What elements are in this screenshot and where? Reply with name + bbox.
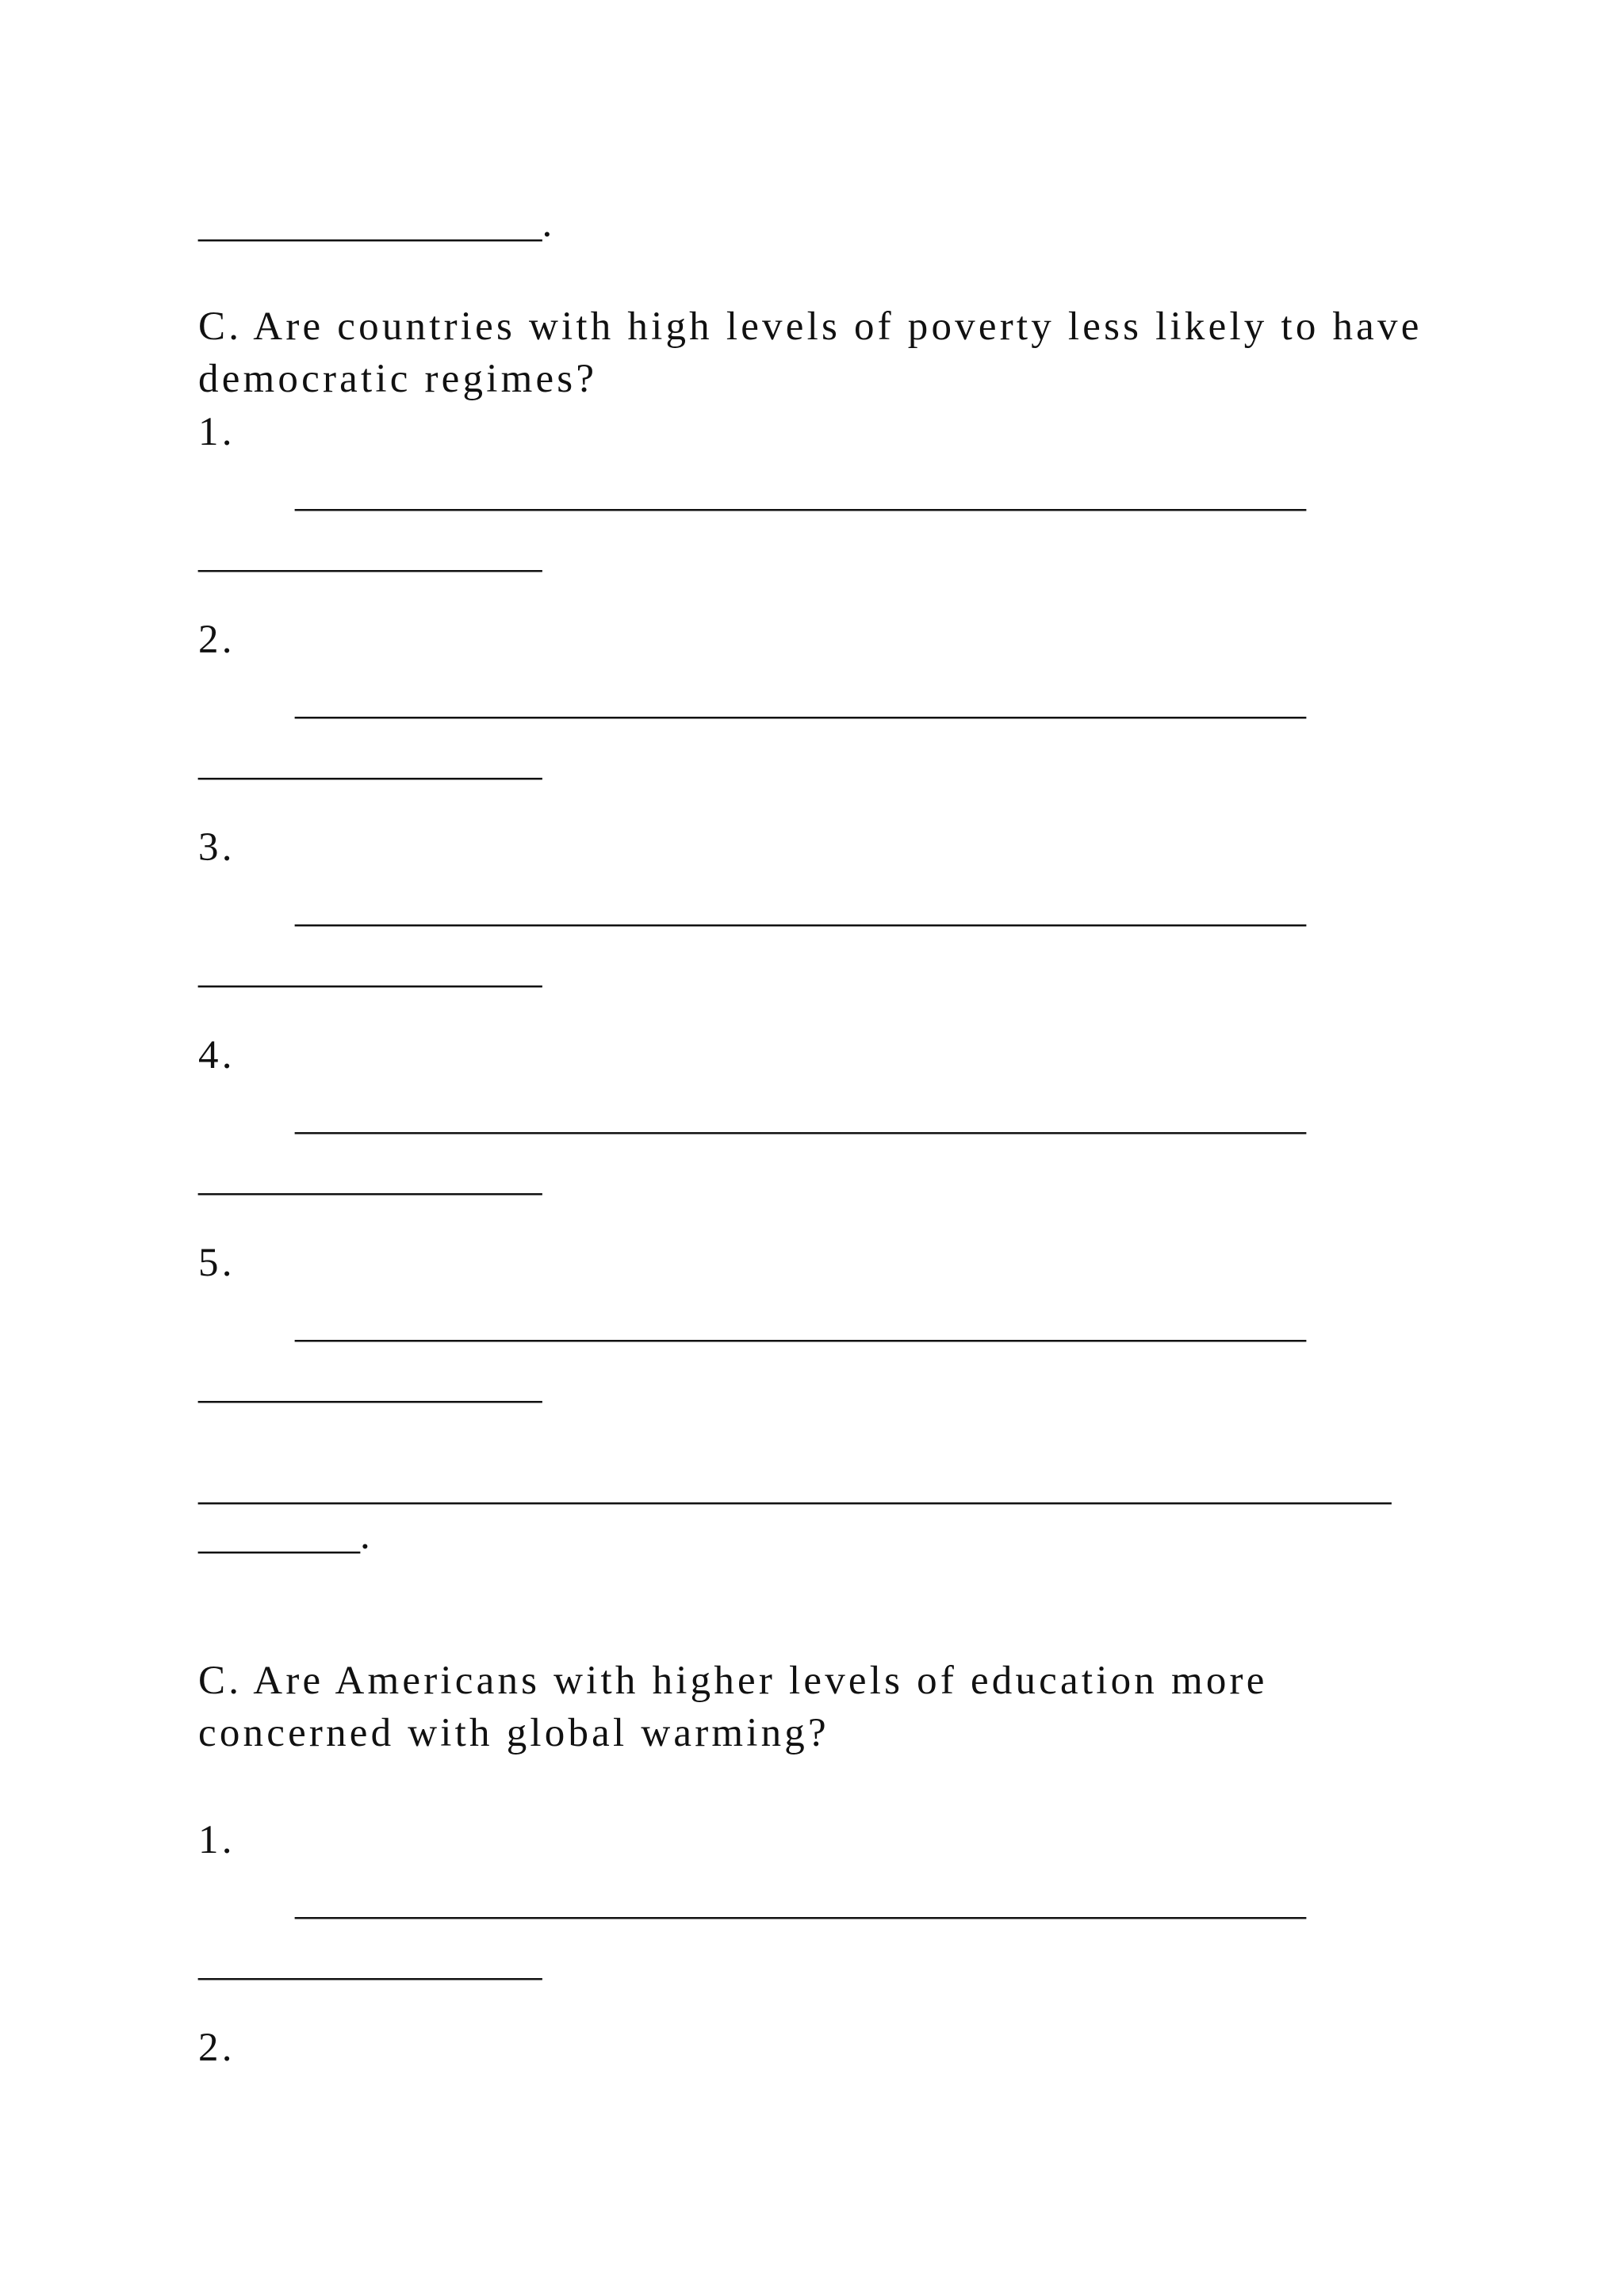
poverty-item-number-3: 3. bbox=[198, 825, 236, 870]
question-education-line-2: concerned with global warming? bbox=[198, 1711, 829, 1755]
education-item-number-1: 1. bbox=[198, 1818, 236, 1862]
question-poverty-line-2: democratic regimes? bbox=[198, 357, 598, 401]
education-item-1-blank-line-2: _________________ bbox=[198, 1940, 542, 1984]
poverty-item-1-blank-line-2: _________________ bbox=[198, 532, 542, 576]
poverty-item-number-4: 4. bbox=[198, 1033, 236, 1077]
poverty-item-number-2: 2. bbox=[198, 618, 236, 662]
poverty-item-5-blank-line-1: __________________________________________________ bbox=[295, 1302, 1306, 1346]
poverty-item-5-blank-line-2: _________________ bbox=[198, 1363, 542, 1407]
education-item-number-2: 2. bbox=[198, 2026, 236, 2070]
poverty-item-3-blank-line-1: __________________________________________________ bbox=[295, 886, 1306, 931]
education-item-1-blank-line-1: __________________________________________________ bbox=[295, 1879, 1306, 1923]
top-answer-blank: _________________. bbox=[198, 201, 553, 246]
poverty-item-number-5: 5. bbox=[198, 1241, 236, 1285]
poverty-item-number-1: 1. bbox=[198, 410, 236, 454]
poverty-item-2-blank-line-2: _________________ bbox=[198, 740, 542, 784]
poverty-closing-blank-line-1: ___________________________________________________________ bbox=[198, 1464, 1392, 1509]
poverty-item-3-blank-line-2: _________________ bbox=[198, 947, 542, 992]
question-education-line-1: C. Are Americans with higher levels of education more bbox=[198, 1659, 1268, 1703]
poverty-item-2-blank-line-1: __________________________________________________ bbox=[295, 679, 1306, 723]
poverty-item-4-blank-line-1: __________________________________________________ bbox=[295, 1094, 1306, 1138]
poverty-item-4-blank-line-2: _________________ bbox=[198, 1155, 542, 1200]
poverty-item-1-blank-line-1: __________________________________________________ bbox=[295, 471, 1306, 515]
poverty-closing-blank-line-2: ________. bbox=[198, 1513, 370, 1558]
question-poverty-line-1: C. Are countries with high levels of poverty less likely to have bbox=[198, 304, 1423, 349]
